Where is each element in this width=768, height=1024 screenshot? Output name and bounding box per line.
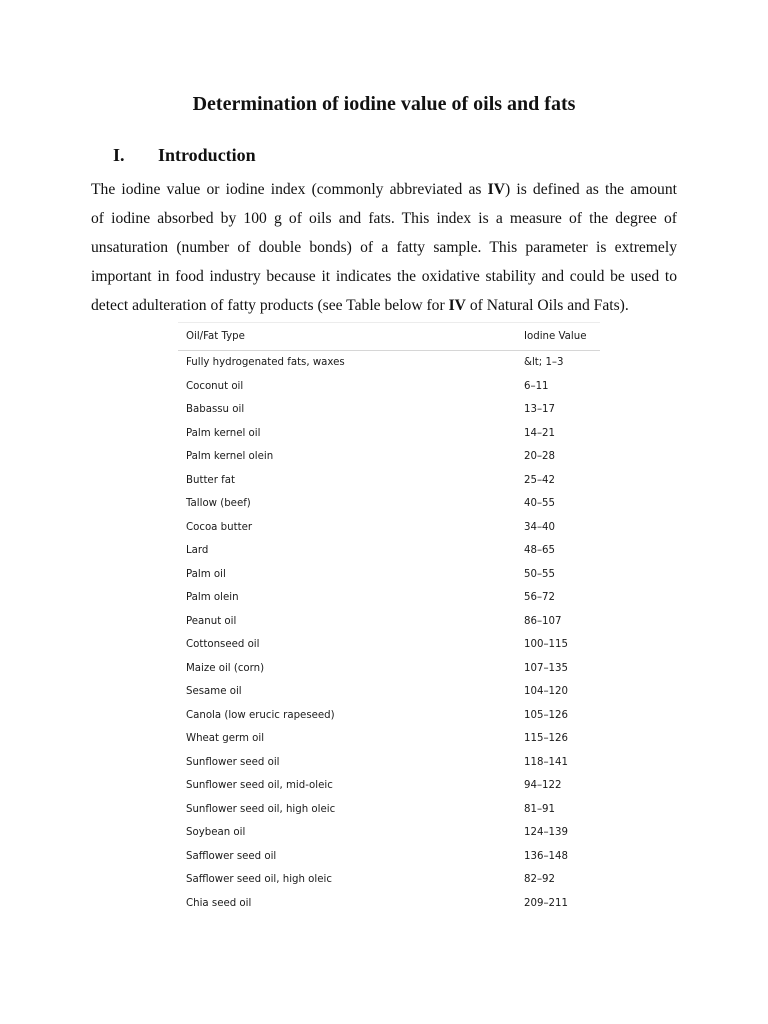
table-row [178, 751, 600, 775]
oil-fat-type-cell: Sunflower seed oil, high oleic [186, 803, 336, 815]
iodine-value-cell: &lt; 1–3 [524, 357, 564, 369]
table-row [178, 375, 600, 399]
iodine-value-cell: 40–55 [524, 498, 556, 510]
table-row [178, 798, 600, 822]
oil-fat-type-cell: Wheat germ oil [186, 733, 265, 745]
table-row [178, 586, 600, 610]
section-heading [113, 145, 256, 166]
paragraph-line: unsaturation (number of double bonds) of a fatty sample. This parameter is extremely [91, 239, 677, 256]
text-run: ) is defined as the amount [505, 181, 677, 198]
oil-fat-type-cell: Soybean oil [186, 827, 246, 839]
text-run: of Natural Oils and Fats). [465, 297, 629, 314]
column-header-oil-fat-type: Oil/Fat Type [186, 331, 245, 342]
table-row [178, 845, 600, 869]
oil-fat-type-cell: Babassu oil [186, 404, 245, 416]
section-title: Introduction [158, 145, 256, 165]
oil-fat-type-cell: Chia seed oil [186, 897, 252, 909]
table-row [178, 727, 600, 751]
iodine-value-cell: 6–11 [524, 380, 549, 392]
table-row [178, 351, 600, 375]
iodine-value-cell: 34–40 [524, 521, 556, 533]
iodine-value-cell: 14–21 [524, 427, 556, 439]
table-row [178, 445, 600, 469]
iv-abbreviation: IV [448, 297, 466, 314]
oil-fat-type-cell: Sesame oil [186, 686, 242, 698]
table-row [178, 657, 600, 681]
oil-fat-type-cell: Cottonseed oil [186, 639, 260, 651]
table-row [178, 704, 600, 728]
iodine-value-cell: 115–126 [524, 733, 568, 745]
oil-fat-type-cell: Coconut oil [186, 380, 244, 392]
table-row [178, 492, 600, 516]
iodine-value-cell: 105–126 [524, 709, 568, 721]
table-row [178, 610, 600, 634]
table-row [178, 633, 600, 657]
oil-fat-type-cell: Lard [186, 545, 209, 557]
oil-fat-type-cell: Safflower seed oil, high oleic [186, 874, 332, 886]
oil-fat-type-cell: Palm olein [186, 592, 239, 604]
text-run: The iodine value or iodine index (commonly abbreviated as [91, 181, 488, 198]
iodine-value-cell: 82–92 [524, 874, 556, 886]
paragraph-line [91, 291, 677, 320]
iodine-value-cell: 56–72 [524, 592, 556, 604]
iodine-value-cell: 50–55 [524, 568, 556, 580]
iodine-value-cell: 100–115 [524, 639, 568, 651]
iodine-value-cell: 118–141 [524, 756, 568, 768]
paragraph-line: important in food industry because it indicates the oxidative stability and could be used to [91, 268, 677, 285]
oil-fat-type-cell: Maize oil (corn) [186, 662, 265, 674]
oil-fat-type-cell: Palm kernel olein [186, 451, 274, 463]
table-body [178, 351, 600, 915]
section-number: I. [113, 145, 125, 165]
table-row [178, 821, 600, 845]
table-row [178, 539, 600, 563]
oil-fat-type-cell: Peanut oil [186, 615, 237, 627]
oil-fat-type-cell: Cocoa butter [186, 521, 253, 533]
text-run: detect adulteration of fatty products (see Table below for [91, 297, 449, 314]
iodine-value-cell: 81–91 [524, 803, 556, 815]
table-row [178, 892, 600, 916]
intro-paragraph [91, 175, 677, 320]
table-row [178, 469, 600, 493]
iodine-value-cell: 94–122 [524, 780, 562, 792]
iodine-value-cell: 136–148 [524, 850, 568, 862]
table-row [178, 868, 600, 892]
iodine-value-cell: 48–65 [524, 545, 556, 557]
oil-fat-type-cell: Sunflower seed oil [186, 756, 280, 768]
iodine-value-cell: 86–107 [524, 615, 562, 627]
table-header [178, 322, 600, 351]
table-row [178, 422, 600, 446]
oil-fat-type-cell: Canola (low erucic rapeseed) [186, 709, 335, 721]
iodine-value-cell: 107–135 [524, 662, 568, 674]
table-row [178, 516, 600, 540]
iodine-value-cell: 13–17 [524, 404, 556, 416]
table-row [178, 680, 600, 704]
column-header-iodine-value: Iodine Value [524, 331, 587, 342]
iodine-value-cell: 25–42 [524, 474, 556, 486]
iodine-value-cell: 20–28 [524, 451, 556, 463]
page-title: Determination of iodine value of oils and fats [192, 93, 576, 115]
table-row [178, 563, 600, 587]
oil-fat-type-cell: Fully hydrogenated fats, waxes [186, 357, 345, 369]
iv-abbreviation: IV [487, 181, 506, 198]
oil-fat-type-cell: Palm kernel oil [186, 427, 261, 439]
oil-fat-type-cell: Safflower seed oil [186, 850, 277, 862]
paragraph-line [91, 175, 677, 204]
iodine-value-cell: 124–139 [524, 827, 568, 839]
oil-fat-type-cell: Palm oil [186, 568, 226, 580]
table-row [178, 398, 600, 422]
oil-fat-type-cell: Butter fat [186, 474, 235, 486]
oil-fat-type-cell: Sunflower seed oil, mid-oleic [186, 780, 333, 792]
iodine-value-cell: 209–211 [524, 897, 568, 909]
iodine-value-cell: 104–120 [524, 686, 568, 698]
oil-fat-type-cell: Tallow (beef) [186, 498, 251, 510]
table-row [178, 774, 600, 798]
paragraph-line: of iodine absorbed by 100 g of oils and fats. This index is a measure of the degree of [91, 210, 677, 227]
iodine-value-table [178, 322, 600, 915]
